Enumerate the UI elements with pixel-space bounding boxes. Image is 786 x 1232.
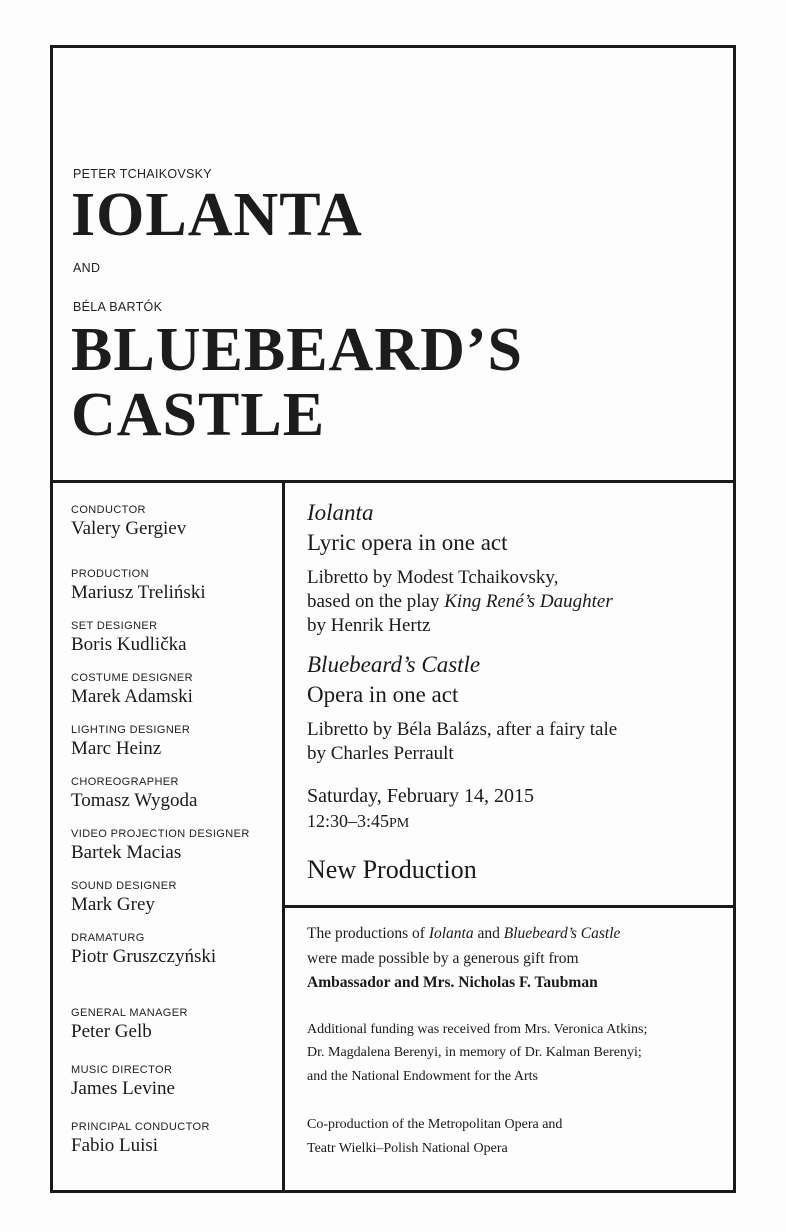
credit-name: Fabio Luisi — [71, 1135, 159, 1156]
credit-name: Mark Grey — [71, 894, 155, 915]
divider-funding — [285, 905, 733, 908]
iolanta-libretto-line1: Libretto by Modest Tchaikovsky, — [307, 567, 559, 588]
credit-name: Bartek Macias — [71, 842, 182, 863]
credit-name: Valery Gergiev — [71, 518, 187, 539]
credit-name: Peter Gelb — [71, 1021, 152, 1042]
credit-conductor — [71, 503, 186, 541]
coproduction-line2: Teatr Wielki–Polish National Opera — [307, 1140, 508, 1156]
credit-role: PRODUCTION — [71, 568, 149, 580]
libretto-text: based on the play — [307, 591, 445, 612]
funding-credits — [307, 922, 732, 1160]
bluebeard-title: Bluebeard’s Castle — [307, 652, 481, 677]
performance-time — [307, 809, 727, 836]
iolanta-libretto-line3: by Henrik Hertz — [307, 615, 431, 636]
credit-general-manager — [71, 1006, 188, 1044]
source-play-title: King René’s Daughter — [444, 591, 613, 612]
credit-name: Boris Kudlička — [71, 634, 187, 655]
credit-name: Marc Heinz — [71, 738, 162, 759]
credit-role: GENERAL MANAGER — [71, 1007, 188, 1019]
bluebeard-libretto-line2: by Charles Perrault — [307, 743, 454, 764]
funding-donor: Ambassador and Mrs. Nicholas F. Taubman — [307, 974, 598, 991]
funding-line2: were made possible by a generous gift from — [307, 949, 579, 967]
funding-text: and — [473, 925, 504, 942]
credit-video-projection-designer — [71, 827, 250, 865]
credit-production — [71, 567, 206, 605]
credit-role: MUSIC DIRECTOR — [71, 1064, 173, 1076]
credit-role: COSTUME DESIGNER — [71, 672, 193, 684]
performance-date: Saturday, February 14, 2015 — [307, 785, 534, 807]
credit-music-director — [71, 1063, 175, 1101]
credit-role: SET DESIGNER — [71, 620, 158, 632]
credit-set-designer — [71, 619, 187, 657]
credit-role: CHOREOGRAPHER — [71, 776, 179, 788]
credit-name: Marek Adamski — [71, 686, 193, 707]
credit-role: SOUND DESIGNER — [71, 880, 177, 892]
composer-2: BÉLA BARTÓK — [73, 300, 163, 314]
program-frame — [50, 45, 736, 1193]
credit-costume-designer — [71, 671, 193, 709]
additional-funding-line1: Additional funding was received from Mrs. Veronica Atkins; — [307, 1021, 648, 1037]
credit-role: LIGHTING DESIGNER — [71, 724, 191, 736]
funding-work-bluebeard: Bluebeard’s Castle — [503, 925, 621, 942]
funding-line1 — [307, 922, 732, 947]
credit-dramaturg — [71, 931, 216, 969]
works-info — [307, 498, 727, 886]
additional-funding-line3: and the National Endowment for the Arts — [307, 1068, 538, 1084]
additional-funding-line2: Dr. Magdalena Berenyi, in memory of Dr. Kalman Berenyi; — [307, 1045, 642, 1060]
credit-name: Piotr Gruszczyński — [71, 946, 217, 967]
new-production-label: New Production — [307, 855, 477, 884]
credit-name: Mariusz Treliński — [71, 582, 206, 603]
credit-name: James Levine — [71, 1078, 175, 1099]
credit-lighting-designer — [71, 723, 190, 761]
funding-text: The productions of — [307, 925, 429, 942]
time-range: 12:30–3:45 — [307, 811, 390, 831]
credit-name: Tomasz Wygoda — [71, 790, 198, 811]
divider-vertical — [282, 483, 285, 1190]
divider-horizontal — [53, 480, 733, 483]
funding-work-iolanta: Iolanta — [428, 925, 474, 942]
credit-role: PRINCIPAL CONDUCTOR — [71, 1121, 210, 1133]
credit-role: CONDUCTOR — [71, 504, 146, 516]
title-iolanta: IOLANTA — [71, 181, 363, 249]
title-bluebeard-line1: BLUEBEARD’S — [71, 316, 523, 384]
iolanta-libretto-line2 — [307, 590, 727, 614]
title-bluebeard-line2: CASTLE — [71, 381, 326, 449]
coproduction-line1: Co-production of the Metropolitan Opera and — [307, 1117, 563, 1132]
credit-sound-designer — [71, 879, 177, 917]
iolanta-subtitle: Lyric opera in one act — [307, 530, 508, 555]
composer-1: PETER TCHAIKOVSKY — [73, 167, 212, 181]
credit-principal-conductor — [71, 1120, 210, 1158]
and-label: AND — [73, 261, 101, 275]
time-suffix: PM — [389, 816, 410, 831]
credit-role: VIDEO PROJECTION DESIGNER — [71, 828, 250, 840]
bluebeard-libretto-line1: Libretto by Béla Balázs, after a fairy tale — [307, 719, 618, 740]
iolanta-title: Iolanta — [307, 500, 374, 525]
credit-choreographer — [71, 775, 197, 813]
credit-role: DRAMATURG — [71, 932, 145, 944]
title-block — [53, 48, 733, 480]
bluebeard-subtitle: Opera in one act — [307, 682, 459, 707]
